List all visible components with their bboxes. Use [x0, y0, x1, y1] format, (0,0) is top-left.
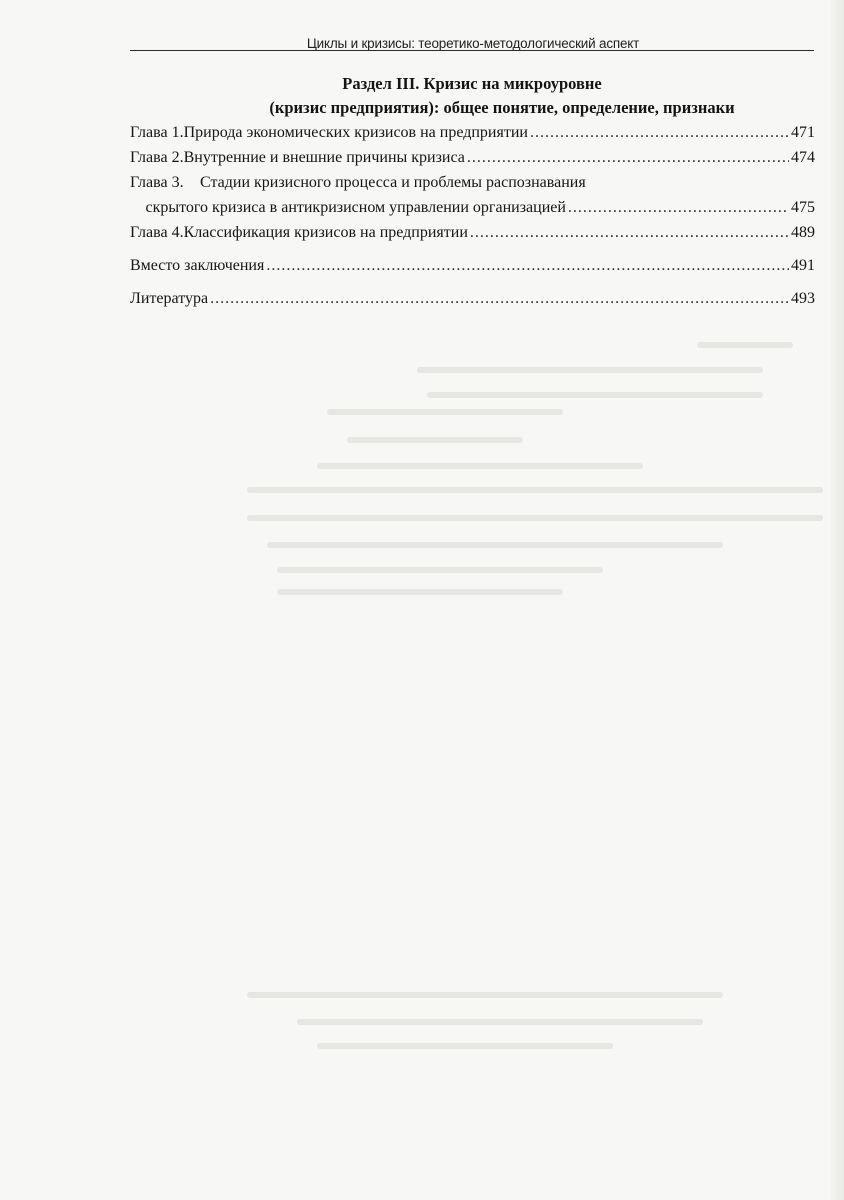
- section-title-line2: (кризис предприятия): общее понятие, определение, признаки: [269, 98, 735, 117]
- toc-entry-chapter-2[interactable]: [130, 145, 815, 170]
- toc-entry-chapter-4[interactable]: [130, 220, 815, 245]
- page-edge-shadow: [830, 0, 844, 1200]
- section-title-line1: Раздел III. Кризис на микроуровне: [342, 74, 602, 93]
- leader-dots: [530, 120, 789, 145]
- header-rule: [130, 50, 814, 51]
- toc-entry-literature[interactable]: [130, 286, 815, 311]
- page-number: 491: [791, 257, 815, 274]
- chapter-title: Природа экономических кризисов на предприятии: [183, 124, 528, 141]
- chapter-title-continued: скрытого кризиса в антикризисном управлении организацией: [145, 199, 566, 216]
- toc-entry-chapter-1[interactable]: [130, 120, 815, 145]
- leader-dots: [266, 253, 789, 278]
- page-number: 471: [791, 124, 815, 141]
- page-number: 475: [791, 199, 815, 216]
- conclusion-title: Вместо заключения: [130, 257, 265, 274]
- leader-dots: [467, 145, 789, 170]
- section-title: [130, 72, 814, 120]
- chapter-label: Глава 2.: [130, 149, 184, 166]
- page-number: 474: [791, 149, 815, 166]
- literature-title: Литература: [130, 290, 209, 307]
- page-number: 493: [791, 290, 815, 307]
- leader-dots: [470, 220, 789, 245]
- toc-entry-conclusion[interactable]: [130, 253, 815, 278]
- chapter-label: Глава 3.: [130, 174, 184, 191]
- chapter-title: Внутренние и внешние причины кризиса: [183, 149, 465, 166]
- chapter-label: Глава 4.: [130, 224, 184, 241]
- leader-dots: [210, 286, 789, 311]
- table-of-contents: [130, 120, 815, 311]
- running-head: Циклы и кризисы: теоретико-методологический аспект: [306, 36, 640, 51]
- leader-dots: [568, 195, 789, 220]
- chapter-title: Стадии кризисного процесса и проблемы распознавания: [200, 174, 586, 191]
- chapter-label: Глава 1.: [130, 124, 184, 141]
- page-number: 489: [791, 224, 815, 241]
- toc-entry-chapter-3[interactable]: [130, 170, 815, 220]
- chapter-title: Классификация кризисов на предприятии: [183, 224, 468, 241]
